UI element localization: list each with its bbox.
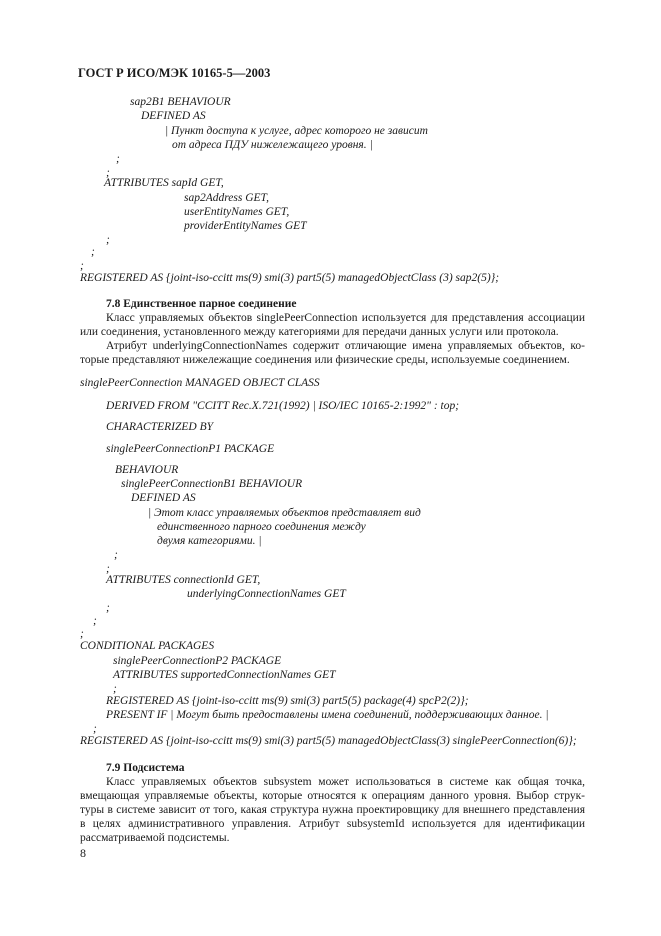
paragraph-line: рассматриваемой подсистемы. — [80, 832, 230, 844]
code-line: userEntityNames GET, — [184, 206, 290, 218]
code-line: ; — [106, 234, 110, 246]
code-line: DEFINED AS — [131, 492, 196, 504]
code-line: REGISTERED AS {joint-iso-ccitt ms(9) smi(3) part5(5) managedObjectClass(3) singlePeerConnection(6)}; — [80, 735, 577, 747]
code-line: от адреса ПДУ нижележащего уровня. | — [172, 139, 373, 151]
code-line: ; — [93, 723, 97, 735]
section-heading-7-8: 7.8 Единственное парное соединение — [106, 298, 297, 310]
code-line: DERIVED FROM "CCITT Rec.X.721(1992) | ISO/IEC 10165-2:1992" : top; — [106, 400, 460, 412]
code-line: DEFINED AS — [141, 110, 206, 122]
paragraph-line: туры в системе зависит от того, какая структура нужна проектировщику для внешнего представления — [80, 804, 585, 816]
paragraph-line: или соединения, установленного между категориями для передачи данных услуги или протокола. — [80, 326, 559, 338]
code-line: singlePeerConnectionB1 BEHAVIOUR — [121, 478, 303, 490]
code-line: двумя категориями. | — [157, 535, 262, 547]
paragraph-line: торые представляют нижележащие соединения или физические среды, используемые соединением. — [80, 354, 570, 366]
code-line: singlePeerConnection MANAGED OBJECT CLASS — [80, 377, 320, 389]
paragraph-line: Атрибут underlyingConnectionNames содержит отличающие имена управляемых объектов, ко- — [106, 340, 585, 352]
code-line: | Этот класс управляемых объектов представляет вид — [148, 507, 421, 519]
code-line: sap2B1 BEHAVIOUR — [130, 96, 231, 108]
page-number: 8 — [80, 846, 86, 860]
code-line: ATTRIBUTES connectionId GET, — [106, 574, 261, 586]
paragraph-line: вмещающая управляемые объекты, которые относятся к операциям данного уровня. Выбор струк- — [80, 790, 585, 802]
code-line: ; — [113, 683, 117, 695]
paragraph-line: Класс управляемых объектов singlePeerConnection используется для представления ассоциации — [106, 312, 585, 324]
code-line: ; — [80, 260, 84, 272]
code-line: ; — [106, 563, 110, 575]
code-line: singlePeerConnectionP1 PACKAGE — [106, 443, 275, 455]
code-line: CHARACTERIZED BY — [106, 421, 214, 433]
code-line: CONDITIONAL PACKAGES — [80, 640, 215, 652]
code-line: ; — [114, 549, 118, 561]
code-line: REGISTERED AS {joint-iso-ccitt ms(9) smi(3) part5(5) package(4) spcP2(2)}; — [106, 695, 469, 707]
code-line: PRESENT IF | Могут быть предоставлены имена соединений, поддерживающих данное. | — [106, 709, 549, 721]
code-line: ; — [80, 628, 84, 640]
code-line: ATTRIBUTES supportedConnectionNames GET — [113, 669, 336, 681]
code-line: underlyingConnectionNames GET — [187, 588, 346, 600]
code-line: singlePeerConnectionP2 PACKAGE — [113, 655, 282, 667]
code-line: ; — [106, 167, 110, 179]
code-line: | Пункт доступа к услуге, адрес которого не зависит — [165, 125, 428, 137]
paragraph-line: Класс управляемых объектов subsystem может использоваться в системе как общая точка, — [106, 776, 585, 788]
code-line: ; — [91, 246, 95, 258]
code-line: BEHAVIOUR — [115, 464, 179, 476]
code-line: ; — [93, 615, 97, 627]
code-line: providerEntityNames GET — [184, 220, 307, 232]
code-line: ATTRIBUTES sapId GET, — [104, 177, 224, 189]
document-header: ГОСТ Р ИСО/МЭК 10165-5—2003 — [78, 66, 271, 80]
code-line: sap2Address GET, — [184, 192, 269, 204]
paragraph-line: в целях административного управления. Атрибут subsystemId используется для идентификации — [80, 818, 585, 830]
code-line: ; — [106, 602, 110, 614]
section-heading-7-9: 7.9 Подсистема — [106, 762, 185, 774]
code-line: REGISTERED AS {joint-iso-ccitt ms(9) smi(3) part5(5) managedObjectClass (3) sap2(5)}; — [80, 272, 500, 284]
code-line: единственного парного соединения между — [157, 521, 366, 533]
code-line: ; — [116, 153, 120, 165]
